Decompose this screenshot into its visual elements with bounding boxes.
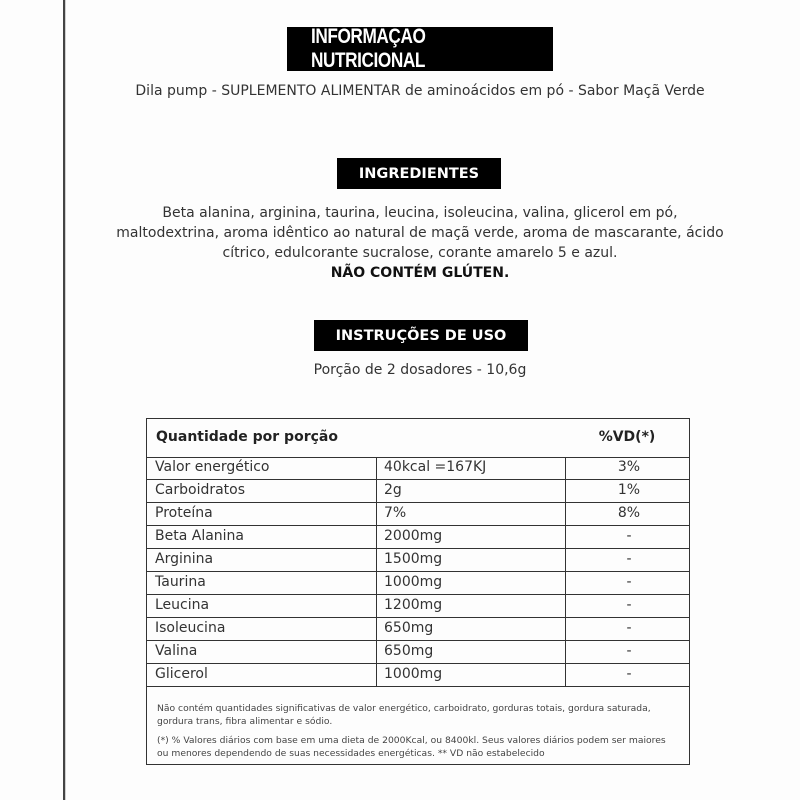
nutrient-amount: 7% [384, 505, 407, 521]
nutrient-vd: 3% [617, 459, 641, 475]
column-divider [565, 664, 566, 686]
footnote-daily-values: (*) % Valores diários com base em uma dieta de 2000Kcal, ou 8400kl. Seus valores diários podem ser maiores ou menores dependendo de suas necessidades energéticas. ** VD não estabelecido [157, 735, 666, 759]
column-divider [565, 572, 566, 594]
nutrient-name: Isoleucina [155, 620, 226, 636]
gluten-notice: NÃO CONTÉM GLÚTEN. [330, 265, 510, 281]
nutrient-vd: - [626, 551, 632, 567]
portion-size: Porção de 2 dosadores - 10,6g [313, 362, 527, 378]
table-row [147, 595, 689, 618]
nutrient-name: Beta Alanina [155, 528, 244, 544]
page-title [287, 27, 553, 71]
table-header [147, 419, 689, 458]
ingredients-block [110, 203, 730, 283]
nutrient-amount: 40kcal =167KJ [384, 459, 487, 475]
column-divider [565, 618, 566, 640]
table-row [147, 480, 689, 503]
header-vd: %VD(*) [598, 429, 656, 445]
nutrient-amount: 1500mg [384, 551, 443, 567]
nutrient-amount: 650mg [384, 643, 434, 659]
nutrient-vd: - [626, 666, 632, 682]
column-divider [376, 572, 377, 594]
nutrient-name: Proteína [155, 505, 213, 521]
footnote-not-significant: Não contém quantidades significativas de valor energético, carboidrato, gorduras totais, gordura saturada, gordura trans, fibra alimentar e sódio. [157, 703, 651, 727]
nutrition-table [146, 418, 690, 765]
nutrient-vd: - [626, 574, 632, 590]
nutrient-name: Valor energético [155, 459, 270, 475]
nutrient-vd: 8% [617, 505, 641, 521]
ingredients-list: Beta alanina, arginina, taurina, leucina, isoleucina, valina, glicerol em pó, maltodextrina, aroma idêntico ao natural de maçã verde, aroma de mascarante, ácido cítrico, edulcorante sucralose, corante amarelo 5 e azul. [116, 205, 724, 261]
table-row [147, 549, 689, 572]
column-divider [565, 641, 566, 663]
column-divider [376, 595, 377, 617]
nutrient-vd: - [626, 528, 632, 544]
nutrient-vd: 1% [617, 482, 641, 498]
left-divider-shadow [65, 0, 66, 800]
nutrient-amount: 1000mg [384, 574, 443, 590]
table-row [147, 618, 689, 641]
table-footnotes [157, 702, 677, 766]
table-row [147, 526, 689, 549]
nutrient-name: Arginina [155, 551, 214, 567]
nutrient-name: Taurina [155, 574, 206, 590]
nutrient-name: Valina [155, 643, 198, 659]
nutrient-vd: - [626, 620, 632, 636]
column-divider [376, 526, 377, 548]
column-divider [376, 641, 377, 663]
column-divider [376, 664, 377, 686]
nutrient-name: Glicerol [155, 666, 208, 682]
ingredients-heading: INGREDIENTES [337, 158, 501, 189]
column-divider [376, 457, 377, 479]
table-row [147, 572, 689, 595]
column-divider [565, 595, 566, 617]
column-divider [565, 457, 566, 479]
table-row [147, 457, 689, 480]
page-title-text: INFORMAÇÃO NUTRICIONAL [310, 25, 426, 72]
header-quantity: Quantidade por porção [156, 429, 338, 445]
column-divider [376, 618, 377, 640]
column-divider [565, 503, 566, 525]
table-row [147, 503, 689, 526]
instructions-heading: INSTRUÇÕES DE USO [314, 320, 528, 351]
nutrient-vd: - [626, 597, 632, 613]
product-description: Dila pump - SUPLEMENTO ALIMENTAR de aminoácidos em pó - Sabor Maçã Verde [135, 83, 705, 99]
column-divider [565, 526, 566, 548]
column-divider [376, 549, 377, 571]
nutrient-amount: 2g [384, 482, 402, 498]
nutrient-name: Carboidratos [155, 482, 246, 498]
nutrient-vd: - [626, 643, 632, 659]
table-row [147, 641, 689, 664]
column-divider [376, 480, 377, 502]
table-body [147, 457, 689, 687]
nutrient-amount: 2000mg [384, 528, 443, 544]
nutrient-amount: 1000mg [384, 666, 443, 682]
column-divider [565, 549, 566, 571]
nutrient-name: Leucina [155, 597, 210, 613]
column-divider [565, 480, 566, 502]
nutrient-amount: 650mg [384, 620, 434, 636]
column-divider [376, 503, 377, 525]
nutrient-amount: 1200mg [384, 597, 443, 613]
table-row [147, 664, 689, 687]
